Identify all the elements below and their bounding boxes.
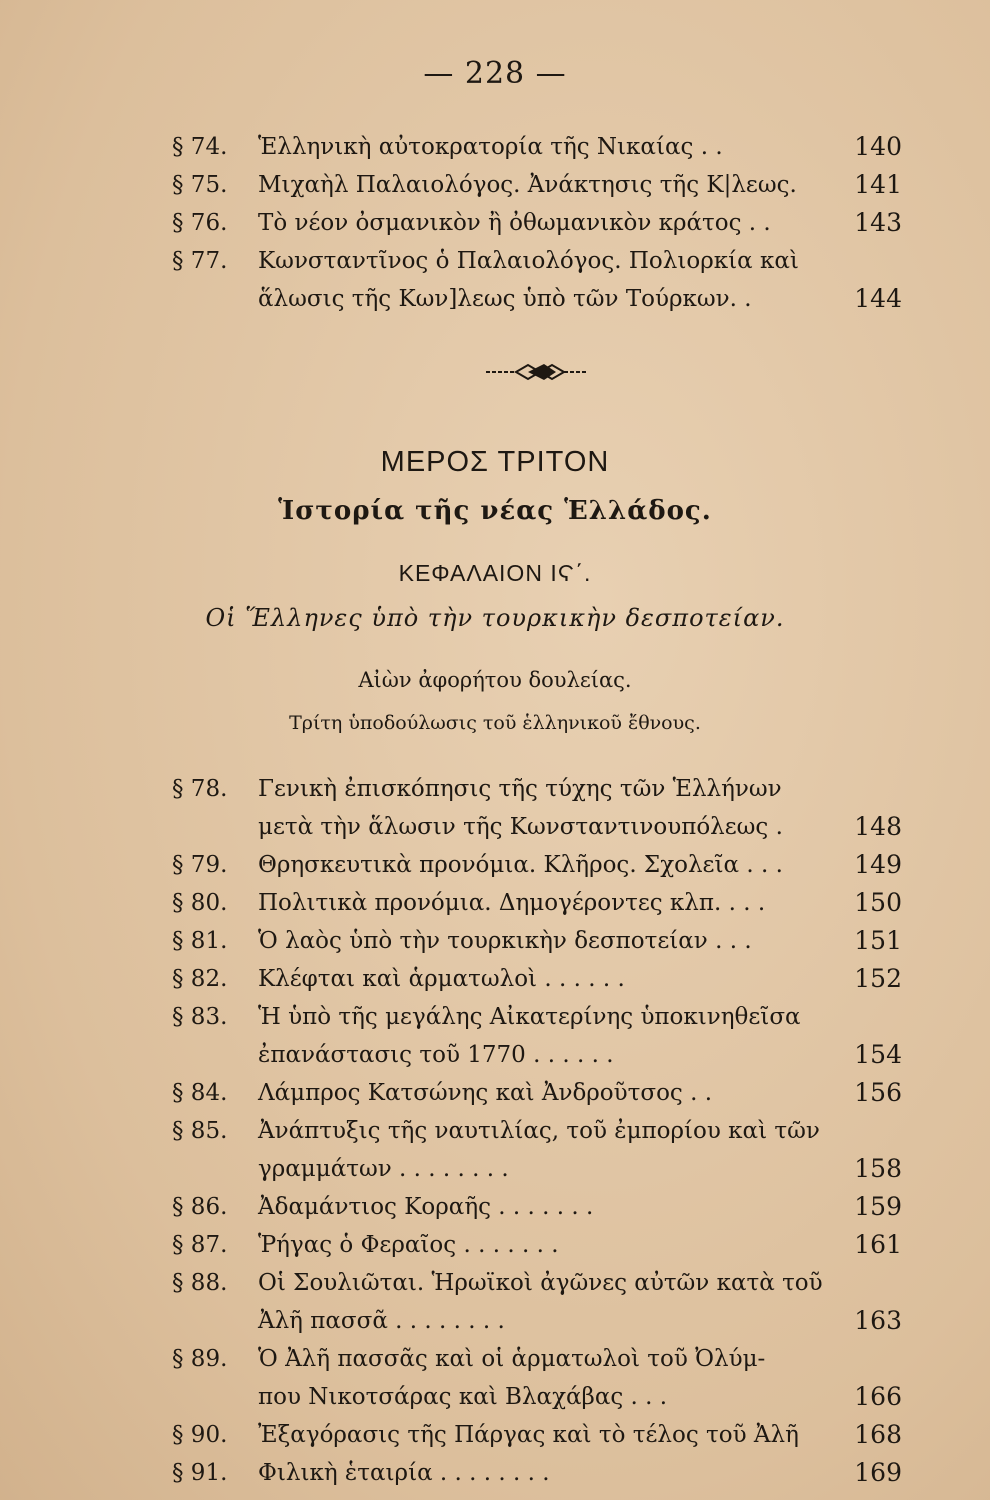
section-title: Λάμπρος Κατσώνης καὶ Ἀνδροῦτσος . . bbox=[258, 1080, 713, 1106]
toc-entry-line bbox=[172, 998, 902, 1036]
page-reference: 141 bbox=[854, 170, 902, 199]
toc-entry-line bbox=[172, 1150, 902, 1188]
section-number: § 80. bbox=[172, 890, 228, 916]
section-title: που Νικοτσάρας καὶ Βλαχάβας . . . bbox=[258, 1384, 668, 1410]
toc-entry-line bbox=[172, 128, 902, 166]
page-reference: 144 bbox=[854, 284, 902, 313]
section-title: ἐπανάστασις τοῦ 1770 . . . . . . bbox=[258, 1042, 614, 1068]
page-reference: 166 bbox=[854, 1382, 902, 1411]
page-number: — 228 — bbox=[423, 56, 567, 91]
section-title: Ἀνάπτυξις τῆς ναυτιλίας, τοῦ ἐμπορίου καὶ τῶν bbox=[258, 1118, 820, 1144]
toc-entry-line bbox=[172, 1416, 902, 1454]
toc-entry bbox=[172, 884, 902, 922]
toc-entry-line bbox=[172, 280, 902, 318]
page-reference: 150 bbox=[854, 888, 902, 917]
toc-entry bbox=[172, 770, 902, 846]
toc-entry bbox=[172, 1416, 902, 1454]
toc-entry bbox=[172, 1074, 902, 1112]
section-title: γραμμάτων . . . . . . . . bbox=[258, 1156, 509, 1182]
toc-entry bbox=[172, 242, 902, 318]
page-reference: 163 bbox=[854, 1306, 902, 1335]
toc-entry-line bbox=[172, 1074, 902, 1112]
section-title: Κωνσταντῖνος ὁ Παλαιολόγος. Πολιορκία καὶ bbox=[258, 248, 799, 274]
toc-entry-line bbox=[172, 166, 902, 204]
section-number: § 89. bbox=[172, 1346, 228, 1372]
toc-entry-line bbox=[172, 1302, 902, 1340]
section-title: Ἡ ὑπὸ τῆς μεγάλης Αἰκατερίνης ὑποκινηθεῖσα bbox=[258, 1004, 801, 1030]
toc-entry-line bbox=[172, 1226, 902, 1264]
toc-entry bbox=[172, 1188, 902, 1226]
toc-entry bbox=[172, 1340, 902, 1416]
chapter-subtitle: Οἱ Ἕλληνες ὑπὸ τὴν τουρκικὴν δεσποτείαν. bbox=[205, 604, 785, 632]
section-number: § 81. bbox=[172, 928, 228, 954]
toc-entry-line bbox=[172, 1340, 902, 1378]
section-number: § 90. bbox=[172, 1422, 228, 1448]
section-title: Ὁ Ἀλῆ πασσᾶς καὶ οἱ ἁρματωλοὶ τοῦ Ὀλύμ- bbox=[258, 1346, 766, 1372]
toc-entry bbox=[172, 960, 902, 998]
section-number: § 75. bbox=[172, 172, 228, 198]
section-number: § 76. bbox=[172, 210, 228, 236]
toc-entry-line bbox=[172, 204, 902, 242]
chapter-description-2: Τρίτη ὑποδούλωσις τοῦ ἑλληνικοῦ ἔθνους. bbox=[289, 712, 701, 734]
toc-entry-line bbox=[172, 846, 902, 884]
section-title: Ἀλῆ πασσᾶ . . . . . . . . bbox=[258, 1308, 505, 1334]
page-reference: 143 bbox=[854, 208, 902, 237]
section-number: § 77. bbox=[172, 248, 228, 274]
section-title: Ἀδαμάντιος Κοραῆς . . . . . . . bbox=[258, 1194, 594, 1220]
section-number: § 82. bbox=[172, 966, 228, 992]
section-number: § 87. bbox=[172, 1232, 228, 1258]
toc-entry-line bbox=[172, 1454, 902, 1492]
toc-entry bbox=[172, 1454, 902, 1492]
toc-entry bbox=[172, 1264, 902, 1340]
toc-entry bbox=[172, 166, 902, 204]
toc-entry-line bbox=[172, 1036, 902, 1074]
toc-entry-line bbox=[172, 1264, 902, 1302]
toc-entry-line bbox=[172, 242, 902, 280]
section-number: § 91. bbox=[172, 1460, 228, 1486]
page-reference: 168 bbox=[854, 1420, 902, 1449]
toc-entry-line bbox=[172, 960, 902, 998]
section-title: Μιχαὴλ Παλαιολόγος. Ἀνάκτησις τῆς Κ|λεως. bbox=[258, 172, 797, 198]
page-reference: 161 bbox=[854, 1230, 902, 1259]
section-title: Θρησκευτικὰ προνόμια. Κλῆρος. Σχολεῖα . . . bbox=[258, 852, 783, 878]
toc-entry bbox=[172, 128, 902, 166]
part-label: ΜΕΡΟΣ ΤΡΙΤΟΝ bbox=[380, 446, 610, 478]
page-reference: 156 bbox=[854, 1078, 902, 1107]
section-title: Οἱ Σουλιῶται. Ἡρωϊκοὶ ἀγῶνες αὐτῶν κατὰ τοῦ bbox=[258, 1270, 823, 1296]
page-reference: 151 bbox=[854, 926, 902, 955]
chapter-label: ΚΕΦΑΛΑΙΟΝ ΙϚ΄. bbox=[398, 560, 592, 586]
toc-entry bbox=[172, 998, 902, 1074]
part-title: Ἱστορία τῆς νέας Ἑλλάδος. bbox=[278, 496, 712, 526]
section-title: ἅλωσις τῆς Κων]λεως ὑπὸ τῶν Τούρκων. . bbox=[258, 286, 752, 312]
section-title: Γενικὴ ἐπισκόπησις τῆς τύχης τῶν Ἑλλήνων bbox=[258, 776, 782, 802]
toc-entry bbox=[172, 846, 902, 884]
toc-entry bbox=[172, 1226, 902, 1264]
section-number: § 74. bbox=[172, 134, 228, 160]
section-number: § 88. bbox=[172, 1270, 228, 1296]
toc-entry-line bbox=[172, 922, 902, 960]
section-number: § 78. bbox=[172, 776, 228, 802]
section-title: μετὰ τὴν ἅλωσιν τῆς Κωνσταντινουπόλεως . bbox=[258, 814, 783, 840]
toc-entry-line bbox=[172, 1188, 902, 1226]
toc-entry bbox=[172, 922, 902, 960]
toc-entry-line bbox=[172, 808, 902, 846]
page-reference: 169 bbox=[854, 1458, 902, 1487]
section-title: Φιλικὴ ἑταιρία . . . . . . . . bbox=[258, 1460, 550, 1486]
page-reference: 158 bbox=[854, 1154, 902, 1183]
toc-entry-line bbox=[172, 884, 902, 922]
page-reference: 140 bbox=[854, 132, 902, 161]
section-title: Ῥήγας ὁ Φεραῖος . . . . . . . bbox=[258, 1232, 559, 1258]
section-title: Πολιτικὰ προνόμια. Δημογέροντες κλπ. . . . bbox=[258, 890, 766, 916]
section-number: § 79. bbox=[172, 852, 228, 878]
section-title: Κλέφται καὶ ἁρματωλοὶ . . . . . . bbox=[258, 966, 625, 992]
toc-entry-line bbox=[172, 1112, 902, 1150]
section-number: § 86. bbox=[172, 1194, 228, 1220]
page-reference: 148 bbox=[854, 812, 902, 841]
section-number: § 85. bbox=[172, 1118, 228, 1144]
page-reference: 152 bbox=[854, 964, 902, 993]
chapter-description-1: Αἰὼν ἀφορήτου δουλείας. bbox=[358, 668, 632, 692]
toc-entry bbox=[172, 204, 902, 242]
toc-entry-line bbox=[172, 1378, 902, 1416]
page-reference: 159 bbox=[854, 1192, 902, 1221]
section-title: Ὁ λαὸς ὑπὸ τὴν τουρκικὴν δεσποτείαν . . . bbox=[258, 928, 752, 954]
page-reference: 149 bbox=[854, 850, 902, 879]
section-title: Τὸ νέον ὀσμανικὸν ἢ ὀθωμανικὸν κράτος . . bbox=[258, 210, 771, 236]
toc-entry-line bbox=[172, 770, 902, 808]
page-reference: 154 bbox=[854, 1040, 902, 1069]
toc-entry bbox=[172, 1112, 902, 1188]
section-number: § 83. bbox=[172, 1004, 228, 1030]
section-number: § 84. bbox=[172, 1080, 228, 1106]
ornament-divider-icon bbox=[482, 360, 592, 384]
section-title: Ἑλληνικὴ αὐτοκρατορία τῆς Νικαίας . . bbox=[258, 134, 723, 160]
section-title: Ἐξαγόρασις τῆς Πάργας καὶ τὸ τέλος τοῦ Ἀλῆ bbox=[258, 1422, 799, 1448]
